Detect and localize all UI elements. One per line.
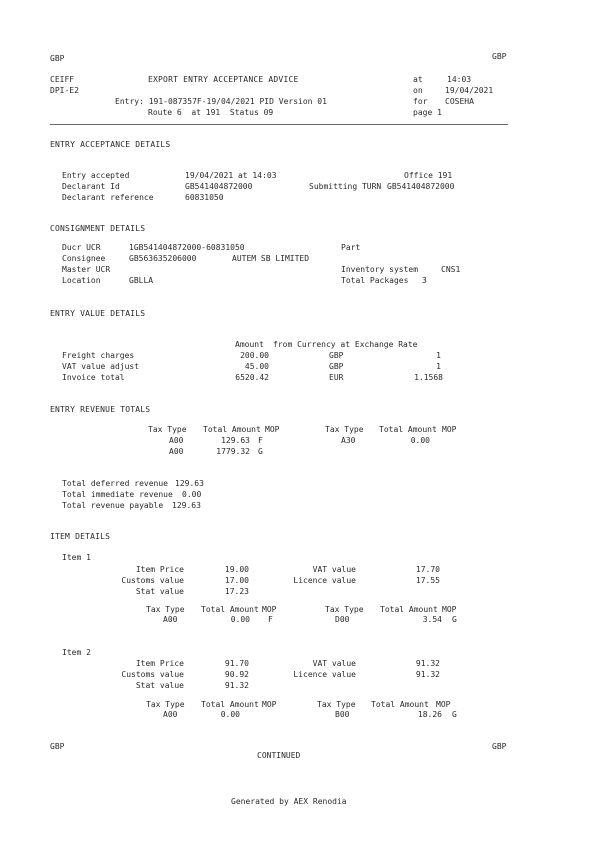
page-number: page 1 bbox=[413, 108, 442, 117]
column-mop: MOP bbox=[262, 605, 277, 614]
ducr-label: Ducr UCR bbox=[62, 243, 101, 252]
item-price-label: Item Price bbox=[135, 565, 184, 574]
footer-currency-left: GBP bbox=[50, 742, 65, 751]
on-label: on bbox=[413, 86, 423, 95]
item-tax-type: D00 bbox=[335, 615, 350, 624]
entry-accepted-label: Entry accepted bbox=[62, 171, 130, 180]
inventory-system-label: Inventory system bbox=[341, 265, 419, 274]
declarant-reference-value: 60831050 bbox=[185, 193, 224, 202]
column-amount: Amount bbox=[235, 340, 264, 349]
consignee-label: Consignee bbox=[62, 254, 106, 263]
column-tax-type: Tax Type bbox=[148, 425, 187, 434]
revenue-tax-type: A00 bbox=[169, 436, 184, 445]
total-packages-value: 3 bbox=[422, 276, 427, 285]
entry-reference-line: Entry: 191-087357F-19/04/2021 PID Version 01 bbox=[115, 97, 327, 106]
column-total-amount: Total Amount bbox=[201, 700, 259, 709]
licence-value-label: Licence value bbox=[293, 670, 356, 679]
item-tax-mop: F bbox=[268, 615, 273, 624]
immediate-revenue-value: 0.00 bbox=[182, 490, 202, 499]
customs-value-label: Customs value bbox=[121, 670, 184, 679]
office-value: Office 191 bbox=[404, 171, 453, 180]
column-tax-type: Tax Type bbox=[317, 700, 356, 709]
ducr-value: 1GB541404872000-60831050 bbox=[129, 243, 245, 252]
item-price-value: 19.00 bbox=[224, 565, 249, 574]
item-title: Item 1 bbox=[62, 553, 91, 562]
declarant-id-label: Declarant Id bbox=[62, 182, 120, 191]
value-row-amount: 200.00 bbox=[240, 351, 269, 360]
part-label: Part bbox=[341, 243, 361, 252]
column-total-amount: Total Amount bbox=[371, 700, 429, 709]
item-tax-amount: 0.00 bbox=[220, 710, 240, 719]
doc-subcode: DPI-E2 bbox=[50, 86, 79, 95]
item-tax-amount: 3.54 bbox=[422, 615, 442, 624]
item-title: Item 2 bbox=[62, 648, 91, 657]
value-row-label: VAT value adjust bbox=[62, 362, 140, 371]
header-divider bbox=[50, 124, 508, 125]
stat-value: 91.32 bbox=[224, 681, 249, 690]
vat-value-label: VAT value bbox=[312, 659, 356, 668]
vat-value-label: VAT value bbox=[312, 565, 356, 574]
for-label: for bbox=[413, 97, 428, 106]
section-heading-entry-acceptance: ENTRY ACCEPTANCE DETAILS bbox=[50, 140, 171, 149]
item-tax-mop: G bbox=[452, 710, 457, 719]
route-line: Route 6 at 191 Status 09 bbox=[148, 108, 274, 117]
inventory-system-value: CNS1 bbox=[441, 265, 461, 274]
item-price-label: Item Price bbox=[135, 659, 184, 668]
section-heading-items: ITEM DETAILS bbox=[50, 532, 111, 541]
revenue-mop: G bbox=[258, 447, 263, 456]
column-tax-type: Tax Type bbox=[146, 700, 185, 709]
stat-value-label: Stat value bbox=[135, 681, 184, 690]
column-total-amount: Total Amount bbox=[201, 605, 259, 614]
document-title: EXPORT ENTRY ACCEPTANCE ADVICE bbox=[148, 75, 299, 84]
column-from-currency: from Currency at Exchange Rate bbox=[273, 340, 418, 349]
value-row-rate: 1.1568 bbox=[414, 373, 443, 382]
revenue-payable-label: Total revenue payable bbox=[62, 501, 164, 510]
doc-code: CEIFF bbox=[50, 75, 75, 84]
value-row-label: Freight charges bbox=[62, 351, 135, 360]
column-mop: MOP bbox=[262, 700, 277, 709]
master-ucr-label: Master UCR bbox=[62, 265, 111, 274]
item-price-value: 91.70 bbox=[224, 659, 249, 668]
submitting-turn-label: Submitting TURN bbox=[309, 182, 382, 191]
column-mop: MOP bbox=[436, 700, 451, 709]
licence-value-label: Licence value bbox=[293, 576, 356, 585]
submitting-turn-value: GB541404872000 bbox=[387, 182, 455, 191]
consignee-id: GB563635206000 bbox=[129, 254, 197, 263]
column-mop: MOP bbox=[442, 605, 457, 614]
customs-value: 17.00 bbox=[224, 576, 249, 585]
section-heading-entry-value: ENTRY VALUE DETAILS bbox=[50, 309, 146, 318]
licence-value: 91.32 bbox=[415, 670, 440, 679]
value-row-label: Invoice total bbox=[62, 373, 125, 382]
column-total-amount: Total Amount bbox=[203, 425, 261, 434]
location-label: Location bbox=[62, 276, 101, 285]
value-row-currency: GBP bbox=[329, 362, 344, 371]
value-row-rate: 1 bbox=[436, 351, 441, 360]
location-value: GBLLA bbox=[129, 276, 154, 285]
item-tax-type: A00 bbox=[163, 615, 178, 624]
revenue-tax-type: A30 bbox=[341, 436, 356, 445]
column-tax-type: Tax Type bbox=[146, 605, 185, 614]
currency-label-right: GBP bbox=[492, 52, 507, 61]
section-heading-revenue: ENTRY REVENUE TOTALS bbox=[50, 405, 151, 414]
stat-value: 17.23 bbox=[224, 587, 249, 596]
item-tax-type: A00 bbox=[163, 710, 178, 719]
revenue-amount: 1779.32 bbox=[216, 447, 250, 456]
revenue-tax-type: A00 bbox=[169, 447, 184, 456]
vat-value: 17.70 bbox=[415, 565, 440, 574]
column-mop: MOP bbox=[442, 425, 457, 434]
value-row-currency: EUR bbox=[329, 373, 344, 382]
revenue-amount: 0.00 bbox=[410, 436, 430, 445]
item-tax-type: B00 bbox=[335, 710, 350, 719]
immediate-revenue-label: Total immediate revenue bbox=[62, 490, 173, 499]
value-row-amount: 45.00 bbox=[244, 362, 269, 371]
declarant-id-value: GB541404872000 bbox=[185, 182, 253, 191]
at-label: at bbox=[413, 75, 423, 84]
column-total-amount: Total Amount bbox=[380, 605, 438, 614]
deferred-revenue-label: Total deferred revenue bbox=[62, 479, 168, 488]
at-time: 14:03 bbox=[447, 75, 472, 84]
value-row-amount: 6520.42 bbox=[235, 373, 269, 382]
total-packages-label: Total Packages bbox=[341, 276, 409, 285]
licence-value: 17.55 bbox=[415, 576, 440, 585]
footer-currency-right: GBP bbox=[492, 742, 507, 751]
customs-value-label: Customs value bbox=[121, 576, 184, 585]
item-tax-amount: 0.00 bbox=[230, 615, 250, 624]
deferred-revenue-value: 129.63 bbox=[175, 479, 204, 488]
column-mop: MOP bbox=[265, 425, 280, 434]
column-tax-type: Tax Type bbox=[325, 605, 364, 614]
entry-accepted-value: 19/04/2021 at 14:03 bbox=[185, 171, 277, 180]
column-tax-type: Tax Type bbox=[325, 425, 364, 434]
revenue-amount: 129.63 bbox=[221, 436, 250, 445]
on-date: 19/04/2021 bbox=[445, 86, 494, 95]
currency-label-left: GBP bbox=[50, 54, 65, 63]
for-value: COSEHA bbox=[445, 97, 474, 106]
continued-label: CONTINUED bbox=[257, 751, 301, 760]
stat-value-label: Stat value bbox=[135, 587, 184, 596]
item-tax-mop: G bbox=[452, 615, 457, 624]
value-row-rate: 1 bbox=[436, 362, 441, 371]
revenue-payable-value: 129.63 bbox=[172, 501, 201, 510]
generated-by: Generated by AEX Renodia bbox=[231, 797, 347, 806]
declarant-reference-label: Declarant reference bbox=[62, 193, 154, 202]
revenue-mop: F bbox=[258, 436, 263, 445]
section-heading-consignment: CONSIGNMENT DETAILS bbox=[50, 224, 146, 233]
item-tax-amount: 18.26 bbox=[417, 710, 442, 719]
customs-value: 90.92 bbox=[224, 670, 249, 679]
value-row-currency: GBP bbox=[329, 351, 344, 360]
column-total-amount: Total Amount bbox=[379, 425, 437, 434]
consignee-name: AUTEM SB LIMITED bbox=[232, 254, 310, 263]
vat-value: 91.32 bbox=[415, 659, 440, 668]
